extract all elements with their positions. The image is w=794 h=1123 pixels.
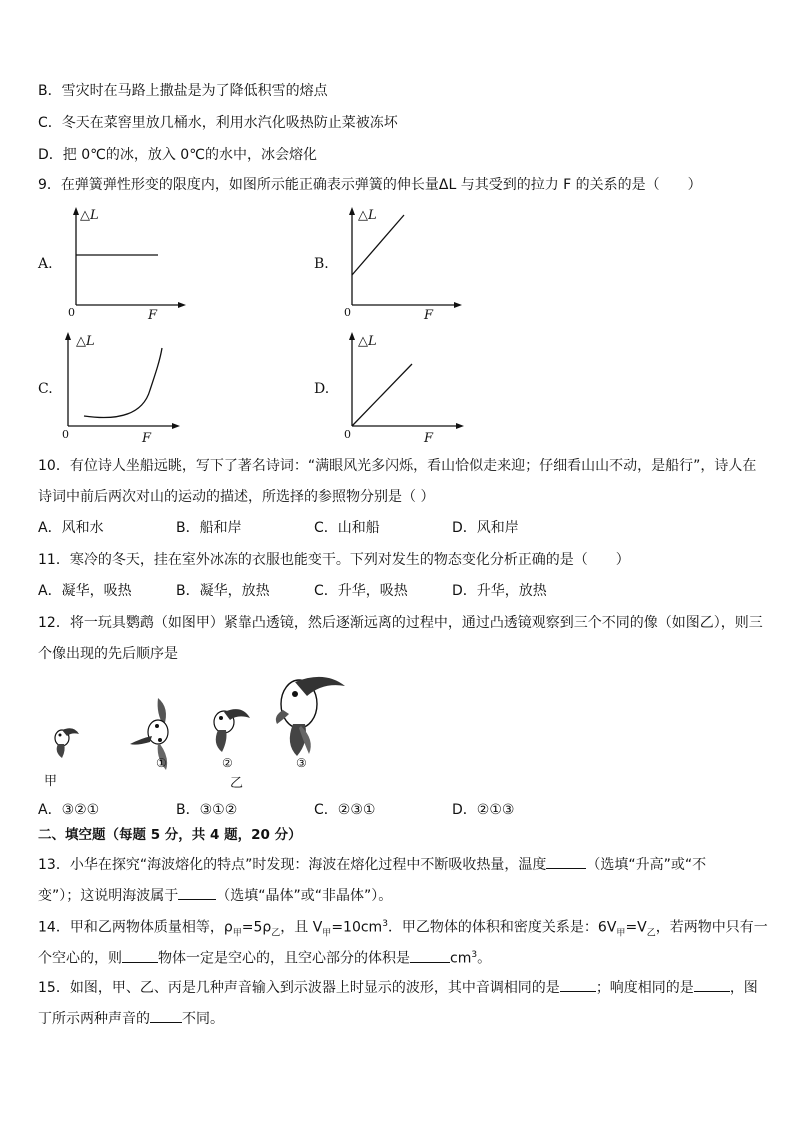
q14-text-f: =V [625,919,647,936]
q15-blank-2[interactable] [694,977,730,992]
q12-label-3: ③ [296,756,307,770]
q12-option-b: B．③①② [176,802,238,818]
q15-text-d: 丁所示两种声音的 [38,1011,150,1027]
q15-blank-3[interactable] [150,1008,182,1023]
q15-blank-1[interactable] [560,977,596,992]
q9-graph-a-ylabel: △L [80,208,99,223]
q12-label-jia: 甲 [44,774,58,789]
q15-line2 [38,1008,224,1028]
q14-text-k: 。 [477,950,492,967]
q14-text-c: ，且 V [280,919,323,936]
q11-option-c: C．升华，吸热 [314,583,408,599]
q9-graph-a-label: A. [38,256,53,272]
q15-text-e: 不同。 [182,1011,224,1027]
q9-graph-c-ylabel: △L [76,334,95,349]
q9-graph-a [60,205,190,325]
q14-sub-yi-2: 乙 [646,928,656,939]
q14-blank-1[interactable] [122,948,158,963]
section-fill-in-heading: 二、填空题（每题 5 分，共 4 题，20 分） [38,827,302,843]
q9-graph-c-xlabel: F [142,431,152,446]
q11-option-a: A．凝华，吸热 [38,583,132,599]
q12-option-d: D．②①③ [452,802,515,818]
q10-option-b: B．船和岸 [176,520,242,536]
q12-option-c: C．②③① [314,802,376,818]
q12-parrot-figure [30,670,360,795]
q14-text-d: =10cm [331,919,383,936]
q14-line2 [38,946,491,968]
q10-option-c: C．山和船 [314,520,380,536]
q13-text-c: 变”）；这说明海波属于 [38,888,179,904]
q9-graph-b-label: B. [314,256,329,272]
parrot-image-2-icon [214,709,250,752]
q15-text-a: 15．如图，甲、乙、丙是几种声音输入到示波器上时显示的波形，其中音调相同的是 [38,980,560,996]
q9-graph-d-origin: 0 [344,428,351,441]
q10-option-a: A．风和水 [38,520,104,536]
q15-text-b: ；响度相同的是 [595,980,694,996]
q14-text-h: 个空心的，则 [38,950,122,967]
q14-text-g: ，若两物中只有一 [655,919,768,936]
q14-text-b: =5ρ [241,919,272,936]
q9-graph-b-origin: 0 [344,306,351,319]
q10-option-d: D．风和岸 [452,520,519,536]
q13-text-a: 13．小华在探究“海波熔化的特点”时发现：海波在熔化过程中不断吸收热量，温度 [38,857,547,873]
q12-stem-line1: 12．将一玩具鹦鹉（如图甲）紧靠凸透镜，然后逐渐远离的过程中，通过凸透镜观察到三个不同的像（如图乙），则三 [38,615,763,631]
q11-option-d: D．升华，放热 [452,583,547,599]
q9-graph-d [336,330,466,450]
q14-text-j: cm [450,950,472,967]
q12-label-2: ② [222,756,233,770]
q9-graph-d-xlabel: F [424,431,434,446]
q14-sup-3: 3 [382,919,388,929]
q12-label-yi: 乙 [230,776,244,791]
q12-label-1: ① [156,756,167,770]
q12-stem-line2: 个像出现的先后顺序是 [38,646,178,662]
q10-stem-line1: 10．有位诗人坐船远眺，写下了著名诗词：“满眼风光多闪烁，看山恰似走来迎；仔细看山山不动，是船行”，诗人在 [38,458,757,474]
q13-blank-2[interactable] [178,885,216,900]
q9-graph-a-origin: 0 [68,306,75,319]
q13-text-d: （选填“晶体”或“非晶体”）。 [216,888,393,904]
q14-sup-3-2: 3 [471,950,478,960]
q14-text-i: 物体一定是空心的，且空心部分的体积是 [158,950,410,967]
q8-option-c: C．冬天在菜窖里放几桶水，利用水汽化吸热防止菜被冻坏 [38,115,398,131]
q8-option-b: B．雪灾时在马路上撒盐是为了降低积雪的熔点 [38,83,328,99]
q9-graph-a-xlabel: F [148,308,158,323]
q9-graph-b-ylabel: △L [358,208,377,223]
q14-sub-jia-2: 甲 [322,928,332,939]
q13-line2 [38,885,392,905]
q11-option-b: B．凝华，放热 [176,583,270,599]
q9-graph-b [336,205,466,325]
q14-text-a: 14．甲和乙两物体质量相等，ρ [38,919,233,936]
q9-graph-c-origin: 0 [62,428,69,441]
q9-graph-d-label: D. [314,381,330,397]
q9-graph-b-xlabel: F [424,308,434,323]
q14-blank-2[interactable] [410,948,450,963]
q13-text-b: （选填“升高”或“不 [586,857,707,873]
q8-option-d: D．把 0℃的冰，放入 0℃的水中，冰会熔化 [38,147,317,163]
q11-stem: 11．寒冷的冬天，挂在室外冰冻的衣服也能变干。下列对发生的物态变化分析正确的是（ ） [38,552,630,568]
parrot-image-3-icon [276,677,345,756]
q14-sub-jia-3: 甲 [616,928,626,939]
q9-graph-d-ylabel: △L [358,334,377,349]
q9-stem: 9．在弹簧弹性形变的限度内，如图所示能正确表示弹簧的伸长量ΔL 与其受到的拉力 F 的关系的是（ ） [38,177,702,193]
q9-graph-c-label: C. [38,381,53,397]
q10-stem-line2: 诗词中前后两次对山的运动的描述，所选择的参照物分别是（ ） [38,489,435,505]
q9-graph-c [52,330,182,450]
q14-sub-yi: 乙 [271,928,281,939]
q13-line1 [38,854,706,874]
q15-line1 [38,977,758,997]
parrot-jia-icon [55,728,79,758]
q14-text-e: ．甲乙物体的体积和密度关系是：6V [387,919,617,936]
q14-sub-jia: 甲 [232,928,242,939]
q12-option-a: A．③②① [38,802,100,818]
q13-blank-1[interactable] [546,854,586,869]
q14-line1 [38,915,768,942]
q15-text-c: ，图 [729,980,758,996]
